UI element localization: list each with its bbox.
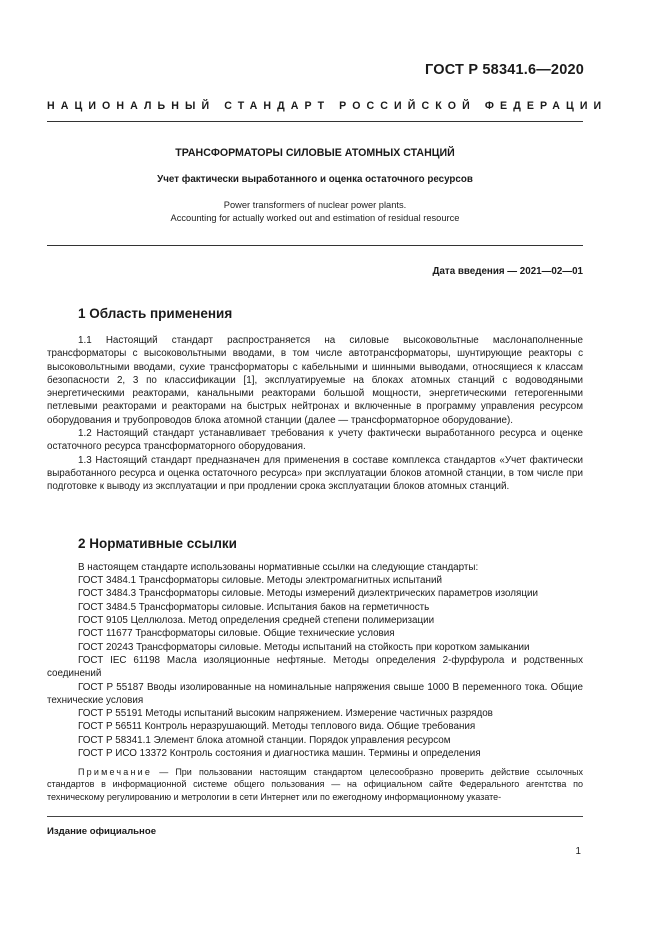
ref-gost-11677: ГОСТ 11677 Трансформаторы силовые. Общие технические условия [78, 628, 395, 639]
ref-gost-20243: ГОСТ 20243 Трансформаторы силовые. Методы испытаний на стойкость при коротком замыкании [78, 642, 530, 653]
ref-gost-r-55187 [47, 681, 583, 708]
document-number: ГОСТ Р 58341.6—2020 [425, 62, 584, 78]
ref-gost-r-iso-13372: ГОСТ Р ИСО 13372 Контроль состояния и диагностика машин. Термины и определения [78, 748, 481, 759]
ref-gost-3484-5: ГОСТ 3484.5 Трансформаторы силовые. Испытания баков на герметичность [78, 602, 430, 613]
paragraph-1-1: 1.1 Настоящий стандарт распространяется на силовые высоковольтные маслонаполненные трансформаторы с высоковольтными вводами, в том числе автотрансформаторы, шунтирующие реакторы с высоковольтными вводами, сухие трансформаторы с кабельными и шинными выводами, относящиеся к классам безопасности 2, 3 по классификации [1], эксплуатируемые на блоках атомных станций с водоводяными энергетическими реакторами, канальными реакторами большой мощности, энергетическими гетерогенными петлевыми реакторами и реакторами на быстрых нейтронах и включенные в программу управления ресурсом оборудования и трубопроводов блока атомной станции (далее — трансформаторное оборудование). [47, 335, 583, 426]
note [47, 766, 583, 803]
english-title-line-2: Accounting for actually worked out and estimation of residual resource [170, 213, 460, 223]
national-standard-banner: НАЦИОНАЛЬНЫЙ СТАНДАРТ РОССИЙСКОЙ ФЕДЕРАЦИИ [47, 100, 608, 112]
ref-gost-9105: ГОСТ 9105 Целлюлоза. Метод определения средней степени полимеризации [78, 615, 435, 626]
section-1-body [47, 334, 583, 494]
introduction-date: Дата введения — 2021—02—01 [432, 266, 583, 277]
paragraph-1-2: 1.2 Настоящий стандарт устанавливает требования к учету фактически выработанного ресурса и оценке остаточного ресурса трансформаторного оборудования. [47, 428, 583, 453]
ref-gost-r-55191: ГОСТ Р 55191 Методы испытаний высоким напряжением. Измерение частичных разрядов [78, 708, 493, 719]
section-1-heading: 1 Область применения [78, 306, 233, 321]
note-text: — При пользовании настоящим стандартом целесообразно проверить действие ссылочных стандартов в информационной системе общего пользования — на официальном сайте Федерального агентства по техническому регулированию и метрологии в сети Интернет или по ежегодному информационному указате- [47, 767, 583, 802]
ref-55187-text: ГОСТ Р 55187 Вводы изолированные на номинальные напряжения свыше 1000 В переменного тока. Общие технические условия [47, 682, 583, 707]
footer-divider [47, 816, 583, 817]
page-number: 1 [575, 846, 581, 857]
ref-gost-r-56511: ГОСТ Р 56511 Контроль неразрушающий. Методы теплового вида. Общие требования [78, 721, 476, 732]
ref-gost-3484-3: ГОСТ 3484.3 Трансформаторы силовые. Методы измерений диэлектрических параметров изоляции [78, 588, 538, 599]
ref-gost-iec-61198 [47, 654, 583, 681]
ref-gost-r-58341-1: ГОСТ Р 58341.1 Элемент блока атомной станции. Порядок управления ресурсом [78, 735, 451, 746]
paragraph-1-3: 1.3 Настоящий стандарт предназначен для применения в составе комплекса стандартов «Учет фактически выработанного ресурса и оценка остаточного ресурса» при эксплуатации блоков атомной станции, в том числе при подготовке к выводу из эксплуатации и при продлении срока эксплуатации блоков атомных станций. [47, 454, 583, 493]
ref-iec-text: ГОСТ IEC 61198 Масла изоляционные нефтяные. Методы определения 2-фурфурола и родственных соединений [47, 655, 583, 680]
top-divider [47, 121, 583, 122]
document-title: ТРАНСФОРМАТОРЫ СИЛОВЫЕ АТОМНЫХ СТАНЦИЙ [175, 147, 455, 159]
document-subtitle: Учет фактически выработанного и оценка остаточного ресурсов [157, 174, 473, 185]
official-edition-label: Издание официальное [47, 826, 157, 837]
english-title-line-1: Power transformers of nuclear power plants. [223, 200, 407, 210]
ref-gost-3484-1: ГОСТ 3484.1 Трансформаторы силовые. Методы электромагнитных испытаний [78, 575, 442, 586]
references-intro: В настоящем стандарте использованы нормативные ссылки на следующие стандарты: [78, 562, 479, 573]
note-label: Примечание [78, 767, 153, 777]
section-2-heading: 2 Нормативные ссылки [78, 536, 237, 551]
title-divider [47, 245, 583, 246]
